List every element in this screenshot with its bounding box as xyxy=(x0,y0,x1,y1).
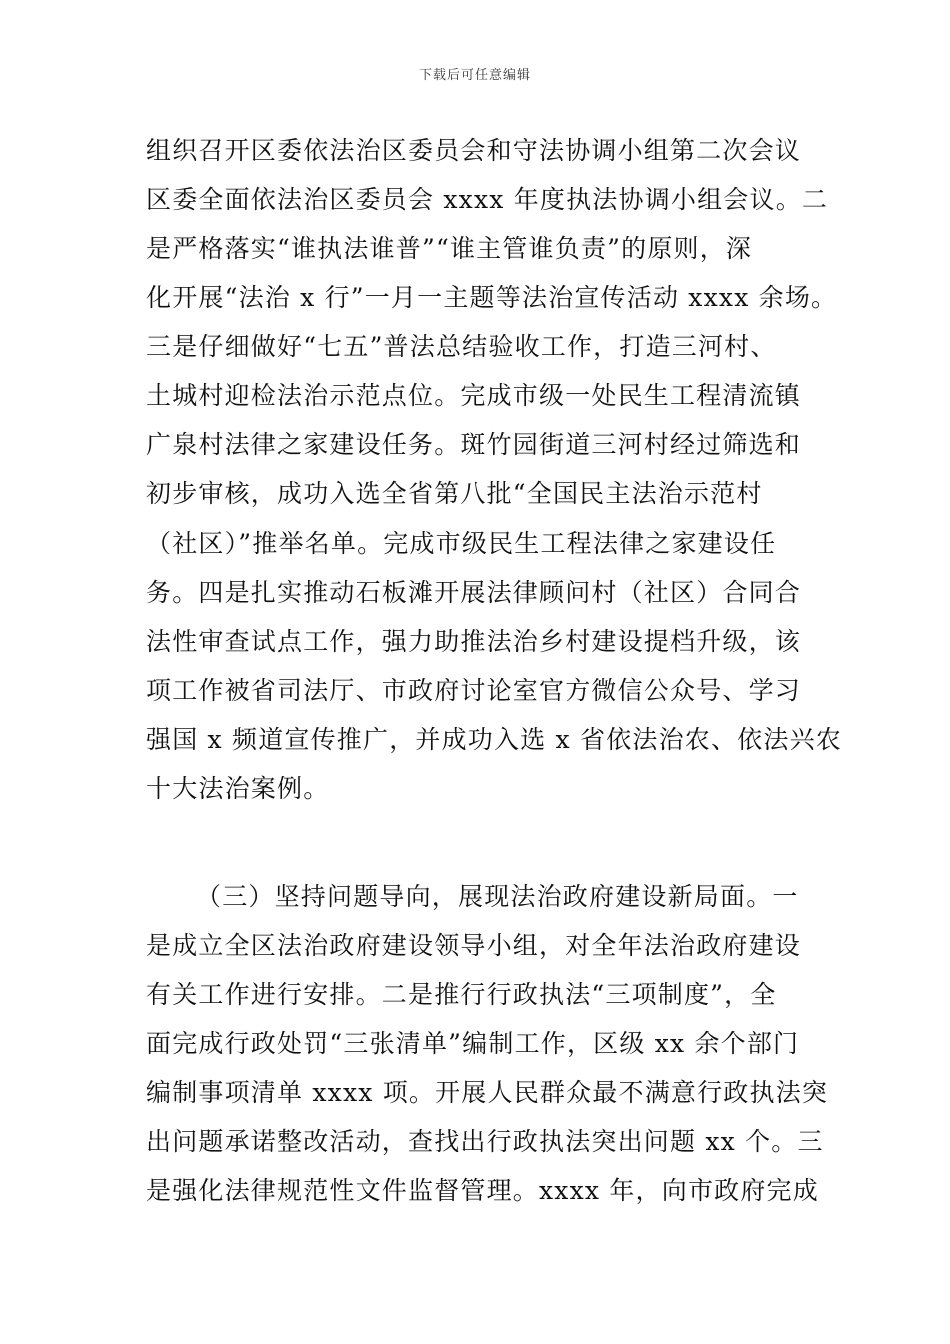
text-line: 三是仔细做好“七五”普法总结验收工作，打造三河村、 xyxy=(146,332,777,361)
text-line: 土城村迎检法治示范点位。完成市级一处民生工程清流镇 xyxy=(146,381,802,410)
page-header: 下载后可任意编辑 xyxy=(418,68,531,83)
text-line: 项工作被省司法厅、市政府讨论室官方微信公众号、学习 xyxy=(146,676,802,705)
text-line: 有关工作进行安排。二是推行行政执法“三项制度”，全 xyxy=(146,980,777,1009)
text-line: 区委全面依法治区委员会 xxxx 年度执法协调小组会议。二 xyxy=(146,185,829,214)
text-line-indented: （三）坚持问题导向，展现法治政府建设新局面。一 xyxy=(196,882,799,911)
text-line: 法性审查试点工作，强力助推法治乡村建设提档升级，该 xyxy=(146,627,802,656)
text-line: 强国 x 频道宣传推广，并成功入选 x 省依法治农、依法兴农 xyxy=(146,725,842,754)
text-line: 是成立全区法治政府建设领导小组，对全年法治政府建设 xyxy=(146,931,802,960)
text-line: 初步审核，成功入选全省第八批“全国民主法治示范村 xyxy=(146,479,763,508)
text-line: 十大法治案例。 xyxy=(146,774,330,803)
text-line: 组织召开区委依法治区委员会和守法协调小组第二次会议 xyxy=(146,136,802,165)
text-line: 化开展“法治 x 行”一月一主题等法治宣传活动 xxxx 余场。 xyxy=(146,283,838,312)
text-line: 务。四是扎实推动石板滩开展法律顾问村（社区）合同合 xyxy=(146,578,802,607)
text-line: 是严格落实“谁执法谁普”“谁主管谁负责”的原则，深 xyxy=(146,234,753,263)
text-line: 面完成行政处罚“三张清单”编制工作，区级 xx 余个部门 xyxy=(146,1029,800,1058)
text-line: 是强化法律规范性文件监督管理。xxxx 年，向市政府完成 xyxy=(146,1176,819,1205)
text-line: 广泉村法律之家建设任务。斑竹园街道三河村经过筛选和 xyxy=(146,430,802,459)
text-line: （社区）”推举名单。完成市级民生工程法律之家建设任 xyxy=(146,529,777,558)
text-line: 出问题承诺整改活动，查找出行政执法突出问题 xx 个。三 xyxy=(146,1127,824,1156)
text-line: 编制事项清单 xxxx 项。开展人民群众最不满意行政执法突 xyxy=(146,1078,829,1107)
